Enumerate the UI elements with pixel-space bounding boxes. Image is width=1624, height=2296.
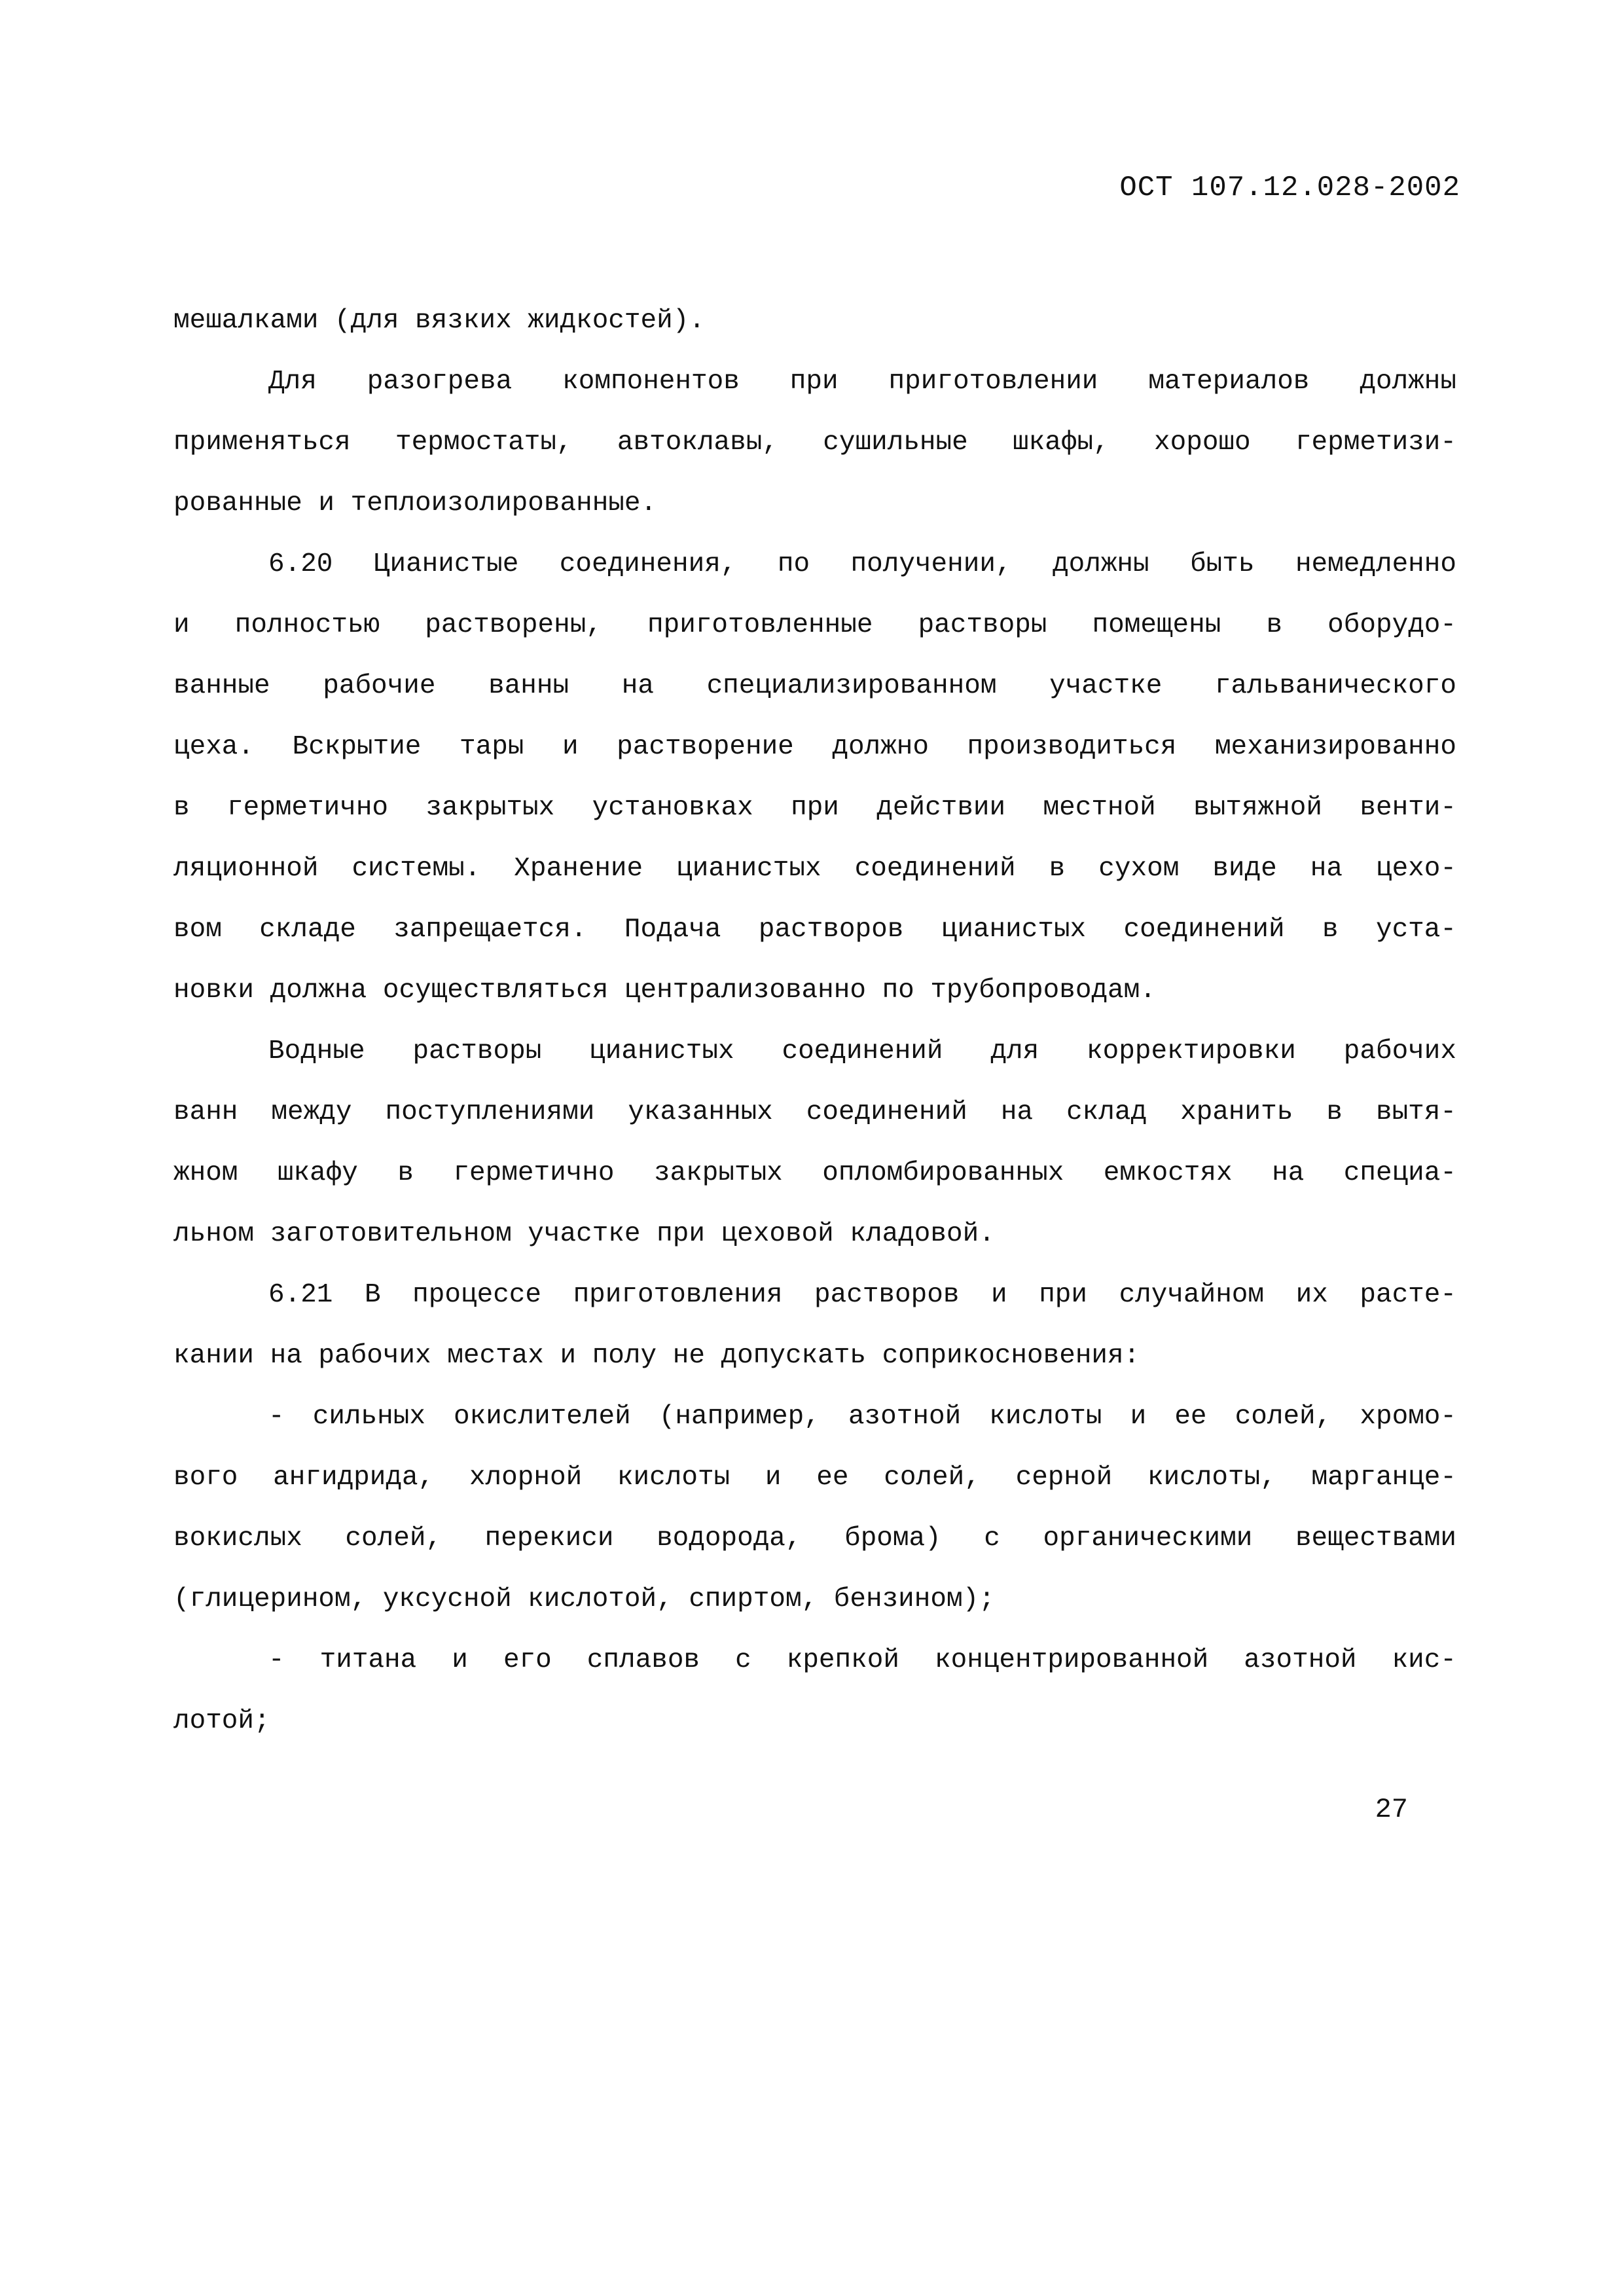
body-text (173, 291, 1456, 1752)
text-line: кании на рабочих местах и полу не допускать соприкосновения: (173, 1341, 1140, 1371)
text-line: - сильных окислителей (например, азотной кислоты и ее солей, хромо- (268, 1402, 1456, 1432)
text-line: 6.21 В процессе приготовления растворов и при случайном их расте- (268, 1280, 1456, 1310)
text-line: (глицерином, уксусной кислотой, спиртом, бензином); (173, 1584, 995, 1614)
text-line: льном заготовительном участке при цеховой кладовой. (173, 1219, 995, 1249)
text-line: мешалками (для вязких жидкостей). (173, 306, 705, 336)
text-line: Водные растворы цианистых соединений для корректировки рабочих (268, 1036, 1456, 1066)
text-line: вокислых солей, перекиси водорода, брома) с органическими веществами (173, 1523, 1456, 1554)
text-line: 6.20 Цианистые соединения, по получении, должны быть немедленно (268, 549, 1456, 579)
text-line: вом складе запрещается. Подача растворов цианистых соединений в уста- (173, 915, 1456, 945)
text-line: ляционной системы. Хранение цианистых соединений в сухом виде на цехо- (173, 854, 1456, 884)
text-line: вого ангидрида, хлорной кислоты и ее солей, серной кислоты, марганце- (173, 1463, 1456, 1493)
text-line: ванные рабочие ванны на специализированном участке гальванического (173, 671, 1456, 701)
text-line: новки должна осуществляться централизованно по трубопроводам. (173, 975, 1156, 1006)
text-line: рованные и теплоизолированные. (173, 488, 657, 519)
text-line: жном шкафу в герметично закрытых опломбированных емкостях на специа- (173, 1158, 1456, 1188)
text-line: лотой; (173, 1706, 270, 1736)
document-code: ОСТ 107.12.028-2002 (1119, 172, 1460, 204)
text-line: Для разогрева компонентов при приготовлении материалов должны (268, 367, 1456, 397)
page-number: 27 (1375, 1794, 1408, 1825)
text-line: и полностью растворены, приготовленные растворы помещены в оборудо- (173, 610, 1456, 640)
text-line: в герметично закрытых установках при действии местной вытяжной венти- (173, 793, 1456, 823)
text-line: цеха. Вскрытие тары и растворение должно производиться механизированно (173, 732, 1456, 762)
text-line: ванн между поступлениями указанных соединений на склад хранить в вытя- (173, 1097, 1456, 1127)
text-line: применяться термостаты, автоклавы, сушильные шкафы, хорошо герметизи- (173, 428, 1456, 458)
text-line: - титана и его сплавов с крепкой концентрированной азотной кис- (268, 1645, 1456, 1675)
